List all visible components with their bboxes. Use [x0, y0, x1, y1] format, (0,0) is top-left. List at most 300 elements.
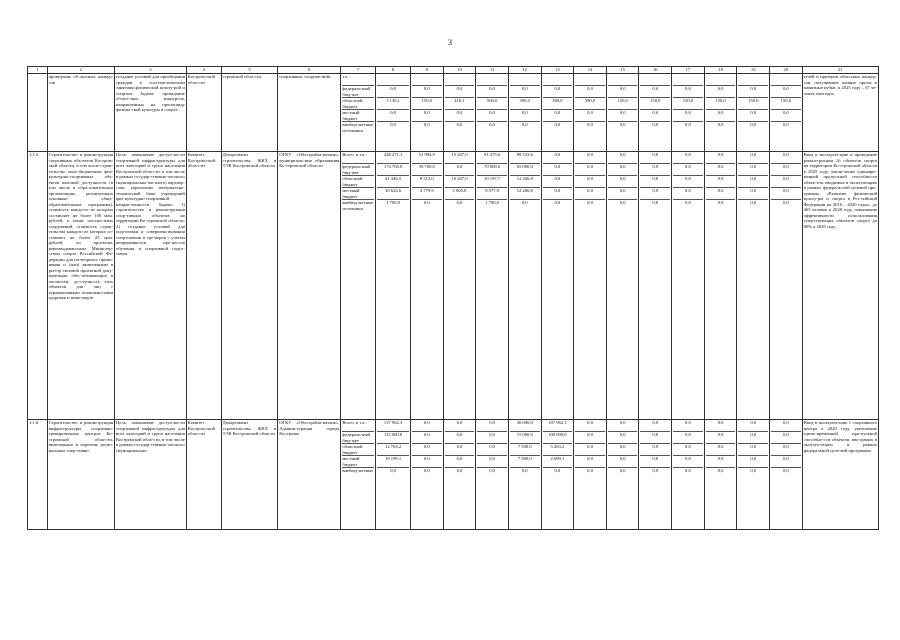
cell-year-values	[672, 74, 705, 152]
cell-year-values	[672, 420, 705, 530]
funding-value: 0,0	[771, 456, 801, 468]
funding-value: 0,0	[706, 110, 736, 122]
funding-value: 0,0	[738, 176, 768, 188]
funding-value: 0,0	[619, 200, 626, 205]
funding-value: 0,0	[673, 456, 703, 468]
funding-value: 0,0	[510, 110, 540, 122]
funding-value: 0,0	[477, 86, 507, 98]
cell-sources	[341, 152, 376, 420]
cell-year-values	[672, 152, 705, 420]
funding-value: 0,0	[608, 432, 638, 444]
funding-value: 0,0	[575, 110, 605, 122]
cell-result: Ввод в эксплуата-цию 1 спортивного центра к 2020 году, увеличение едино-временной про-пускной способно-сти объектов, вво-димых в эксплуа-тацию в рамках федеральной целе-вой программы	[802, 420, 878, 530]
funding-value: 0,0	[717, 122, 724, 127]
funding-value: 0,0	[738, 432, 768, 444]
funding-value: 0,0	[706, 86, 736, 98]
cell-year-values	[541, 74, 574, 152]
funding-value: 390,0	[510, 98, 540, 110]
cell-year-values	[704, 152, 737, 420]
funding-value: 0,0	[738, 110, 768, 122]
funding-value: 0,0	[608, 152, 638, 164]
funding-value: 0,0	[771, 110, 801, 122]
table-row	[28, 420, 879, 530]
funding-value: 0,0	[412, 444, 442, 456]
funding-value: 248 271,1	[377, 152, 409, 164]
funding-value: 0,0	[706, 432, 736, 444]
funding-value	[412, 74, 442, 86]
funding-value: 30 624,6	[377, 188, 409, 200]
funding-value: 0,0	[640, 164, 670, 176]
funding-value: 0,0	[619, 468, 626, 473]
cell-executor: Комитет Костром-ской обла-сти	[186, 152, 221, 420]
funding-source: внебюд-жетные источники	[342, 200, 374, 211]
funding-value: 0,0	[412, 420, 442, 432]
funding-value: 0,0	[575, 188, 605, 200]
funding-value: 0,0	[445, 432, 475, 444]
cell-year-values	[410, 74, 443, 152]
funding-value: 0,0	[587, 200, 593, 205]
funding-value: 65 000,0	[510, 164, 540, 176]
funding-value: 0,0	[445, 444, 475, 456]
funding-source: внебюд-жетные источники	[342, 122, 374, 133]
funding-value: 0,0	[706, 164, 736, 176]
funding-value	[706, 74, 736, 86]
cell-year-values	[476, 74, 509, 152]
funding-value	[608, 74, 638, 86]
cell-executor: Комитет Костром-ской обла-сти	[186, 420, 221, 530]
funding-value: 91 475,6	[477, 152, 507, 164]
funding-value: 0,0	[673, 432, 703, 444]
column-number: 6	[278, 67, 341, 74]
funding-value: 0,0	[640, 420, 670, 432]
funding-value: 0,0	[771, 86, 801, 98]
funding-value: 1 700,0	[485, 200, 499, 205]
cell-year-values	[541, 152, 574, 420]
cell-responsible: стромской обла-сти	[221, 74, 278, 152]
column-number-row	[28, 67, 879, 74]
cell-year-values	[541, 420, 574, 530]
column-number: 9	[410, 67, 443, 74]
funding-source: федераль-ный бюд-жет	[342, 86, 374, 98]
column-number: 18	[704, 67, 737, 74]
funding-value: 0,0	[575, 176, 605, 188]
funding-value: 150,0	[412, 98, 442, 110]
funding-value: 0,0	[575, 432, 605, 444]
funding-value: 0,0	[685, 122, 691, 127]
funding-value: 0,0	[640, 444, 670, 456]
cell-sources	[341, 420, 376, 530]
column-number: 19	[737, 67, 770, 74]
column-number: 4	[186, 67, 221, 74]
funding-source: Всего, в т.ч.:	[342, 152, 374, 164]
funding-value: 0,0	[673, 164, 703, 176]
funding-value: 15 000,0	[510, 432, 540, 444]
funding-value: 150,0	[608, 98, 638, 110]
funding-value: 0,0	[489, 122, 495, 127]
funding-value: 0,0	[640, 110, 670, 122]
funding-value	[673, 74, 703, 86]
funding-value: 0,0	[445, 86, 475, 98]
funding-value: 70 000,0	[477, 164, 507, 176]
funding-value: 0,0	[771, 420, 801, 432]
funding-value: 0,0	[640, 188, 670, 200]
funding-value: 0,0	[521, 200, 528, 205]
funding-value: 0,0	[750, 122, 757, 127]
funding-value	[445, 74, 475, 86]
column-number: 12	[508, 67, 541, 74]
funding-value: 0,0	[738, 164, 768, 176]
funding-value: 0,0	[543, 164, 573, 176]
cell-goal: Цель: повышение доступ-ности спортивной инфраструктуры для всех категорий и групп населения Костромской обла-сти, в том числе в рамках государ-ственно-частного (муниципально-	[115, 420, 187, 530]
funding-value: 0,0	[575, 86, 605, 98]
funding-value: 174 700,0	[377, 164, 409, 176]
cell-recipient: спортивных сооруже-ний»	[278, 74, 341, 152]
funding-value: 7 500,0	[510, 456, 540, 468]
funding-value: 0,0	[543, 86, 573, 98]
funding-value: 0,0	[771, 432, 801, 444]
funding-value: 0,0	[640, 86, 670, 98]
funding-value: 0,0	[717, 468, 724, 473]
funding-value: 0,0	[608, 188, 638, 200]
funding-value: 89 533,6	[510, 152, 540, 164]
cell-sources	[341, 74, 376, 152]
cell-num	[28, 74, 48, 152]
funding-value: 0,0	[445, 110, 475, 122]
cell-year-values	[443, 152, 476, 420]
funding-value	[738, 74, 768, 86]
cell-year-values	[737, 74, 770, 152]
funding-value: 0,0	[771, 444, 801, 456]
funding-value	[377, 74, 409, 86]
cell-year-values	[376, 420, 411, 530]
funding-value: 0,0	[652, 200, 659, 205]
funding-value	[477, 74, 507, 86]
funding-value: 0,0	[554, 122, 561, 127]
cell-responsible: Департамент строительства, ЖКХ и ТЭК Костромской области	[221, 420, 278, 530]
column-number: 1	[28, 67, 48, 74]
cell-result: Ввод в эксплуата-цию и проведение реконструкции 16 объектов спорта на территории Ко-стромской области к 2025 году, увели-чение единовре-менной пропускной способности объек-тов, вводимых в эксплуатацию в рамках федераль-ной целевой про-граммы «Развитие физической культу-ры и спорта в Рос-сийской Федерации на 2016 – 2020 годы», до 465 человек к 2020 году, повышение эффективности использования существующих объектов спорта до 80% к 2020 году	[802, 152, 878, 420]
funding-value: 0,0	[673, 420, 703, 432]
funding-value: 0,0	[608, 420, 638, 432]
cell-year-values	[443, 74, 476, 152]
funding-value: 0,0	[477, 432, 507, 444]
column-number: 10	[443, 67, 476, 74]
funding-value: 0,0	[543, 188, 573, 200]
funding-value	[575, 74, 605, 86]
cell-year-values	[410, 420, 443, 530]
cell-recipient: ОГКУ «Облстройза-казчик», муниципаль-ные образования Ко-стромской области	[278, 152, 341, 420]
funding-value: 0,0	[477, 110, 507, 122]
funding-value: 0,0	[423, 468, 430, 473]
cell-result: телей и призеров областных конкур-сов, получивших ценные призы и памятные кубки, к 2025 году – 67 че-ловек ежегодно	[802, 74, 878, 152]
funding-value: 0,0	[782, 468, 789, 473]
funding-value: 0,0	[456, 468, 463, 473]
cell-year-values	[508, 420, 541, 530]
funding-value: 0,0	[477, 456, 507, 468]
funding-source: областной бюджет	[342, 444, 374, 456]
funding-value: 0,0	[717, 200, 724, 205]
funding-value: 0,0	[412, 110, 442, 122]
funding-value: 100 000,0	[543, 432, 573, 444]
funding-value: 41 346,5	[377, 176, 409, 188]
funding-value: 115 000,0	[377, 432, 409, 444]
funding-value: 30 000,0	[510, 420, 540, 432]
funding-value: 0,0	[771, 164, 801, 176]
funding-value: 0,0	[771, 176, 801, 188]
cell-year-values	[376, 152, 411, 420]
funding-value: 0,0	[554, 468, 561, 473]
funding-value: 0,0	[640, 152, 670, 164]
funding-value	[543, 74, 573, 86]
table-row	[28, 74, 879, 152]
funding-value	[510, 74, 540, 86]
funding-value: 5 000,0	[445, 188, 475, 200]
cell-year-values	[606, 74, 639, 152]
cell-year-values	[606, 420, 639, 530]
funding-value: 0,0	[554, 200, 561, 205]
funding-value: 107 962,3	[543, 420, 573, 432]
funding-source: областной бюджет	[342, 176, 374, 188]
funding-value: 10 197,7	[477, 176, 507, 188]
funding-source: внебюд-жетные	[342, 468, 374, 473]
funding-value: 0,0	[390, 468, 396, 473]
cell-year-values	[639, 152, 672, 420]
cell-year-values	[639, 74, 672, 152]
funding-value: 0,0	[377, 86, 409, 98]
funding-source: федераль-ный бюд-жет	[342, 164, 374, 176]
funding-value: 0,0	[543, 110, 573, 122]
cell-name: проведение об-ластных конкур-сов	[47, 74, 114, 152]
funding-value: 500,0	[477, 98, 507, 110]
cell-year-values	[704, 420, 737, 530]
funding-value: 2 699,1	[543, 456, 573, 468]
funding-value: 0,0	[587, 122, 593, 127]
cell-year-values	[508, 152, 541, 420]
funding-value: 0,0	[619, 122, 626, 127]
cell-year-values	[476, 152, 509, 420]
funding-value: 51 994,9	[412, 152, 442, 164]
funding-value: 0,0	[738, 456, 768, 468]
funding-value: 0,0	[706, 456, 736, 468]
cell-executor: Костром-ской обла-сти	[186, 74, 221, 152]
funding-value: 0,0	[640, 432, 670, 444]
funding-value: 0,0	[608, 164, 638, 176]
funding-value: 0,0	[575, 456, 605, 468]
funding-value: 8 515,0	[412, 176, 442, 188]
column-number: 21	[802, 67, 878, 74]
cell-year-values	[508, 74, 541, 152]
funding-value: 0,0	[738, 444, 768, 456]
funding-value: 150,0	[706, 98, 736, 110]
funding-value: 0,0	[673, 110, 703, 122]
funding-value	[640, 74, 670, 86]
cell-year-values	[476, 420, 509, 530]
funding-value: 0,0	[673, 176, 703, 188]
column-number: 5	[221, 67, 278, 74]
funding-value: 137 962,3	[377, 420, 409, 432]
funding-value: 0,0	[706, 176, 736, 188]
funding-value: 1 700,0	[386, 200, 400, 205]
cell-year-values	[606, 152, 639, 420]
funding-value: 0,0	[706, 152, 736, 164]
funding-value: 0,0	[575, 164, 605, 176]
cell-name: Строительство и реконструкция спортивных объ-ектов Костром-ской области, в том числе строи-тельство мало-бюджетных физ-культурно-спортивных объ-ектов шаговой доступности (в том числе в обра-зовательных организациях, реализующих основные обще-образовательные программы), стоимость каждо-го из которых составляет не более 100 млн. рублей, а также плоскостных сооружений, стоимость строи-тельства каждого из которых со-ставляет не более 25 млн. рублей, по проектам, рекомендован-ным Министер-ством спорта Российской Фе-дерации для по-вторного приме-нения и (или) включенным в реестр типовой проектной доку-ментации, обес-печивающих, в частности, до-ступность этих объектов для лиц с ограниченными возможностями здоровья и инва-лидов	[47, 152, 114, 420]
funding-value: 0,0	[412, 86, 442, 98]
funding-value: 150,0	[738, 98, 768, 110]
cell-year-values	[704, 74, 737, 152]
cell-year-values	[574, 152, 607, 420]
funding-value: 0,0	[782, 122, 789, 127]
funding-value: 150,0	[771, 98, 801, 110]
column-number: 3	[115, 67, 187, 74]
funding-value: 0,0	[543, 152, 573, 164]
funding-value: 0,0	[608, 176, 638, 188]
funding-source: местный бюджет	[342, 110, 374, 122]
funding-value: 390,0	[543, 98, 573, 110]
funding-value: 0,0	[673, 444, 703, 456]
cell-goal: создание условий для приобщения граждан к система-тическим занятиям физической культу-рой и спортом Задача: проведение област-ных конкурсов, направленных на пропаганду физиче-ской культуры и спорта	[115, 74, 187, 152]
funding-value: 0,0	[521, 468, 528, 473]
funding-value: 0,0	[510, 86, 540, 98]
funding-value: 0,0	[390, 122, 396, 127]
column-number: 7	[341, 67, 376, 74]
cell-num: 1.1.6.	[28, 420, 48, 530]
funding-value: 0,0	[738, 420, 768, 432]
funding-value: 0,0	[575, 152, 605, 164]
cell-year-values	[443, 420, 476, 530]
funding-source: областной бюджет	[342, 98, 374, 110]
cell-year-values	[639, 420, 672, 530]
funding-value: 12 763,2	[377, 444, 409, 456]
funding-value: 0,0	[587, 468, 593, 473]
funding-value: 0,0	[489, 468, 495, 473]
column-number: 13	[541, 67, 574, 74]
cell-year-values	[376, 74, 411, 152]
cell-num: 1.1.5.	[28, 152, 48, 420]
cell-year-values	[574, 420, 607, 530]
funding-value: 0,0	[738, 188, 768, 200]
funding-value: 0,0	[412, 432, 442, 444]
funding-value: 0,0	[640, 176, 670, 188]
funding-value: 39 700,0	[412, 164, 442, 176]
funding-value: 0,0	[456, 122, 463, 127]
funding-value: 0,0	[782, 200, 789, 205]
column-number: 8	[376, 67, 411, 74]
funding-value: 0,0	[608, 86, 638, 98]
funding-value: 0,0	[575, 444, 605, 456]
funding-value: 0,0	[575, 420, 605, 432]
funding-value: 0,0	[608, 444, 638, 456]
funding-value: 0,0	[377, 110, 409, 122]
funding-value: 0,0	[738, 152, 768, 164]
funding-value: 0,0	[706, 420, 736, 432]
column-number: 2	[47, 67, 114, 74]
cell-year-values	[770, 420, 803, 530]
funding-value: 0,0	[445, 420, 475, 432]
funding-value: 0,0	[477, 444, 507, 456]
funding-value: 0,0	[771, 152, 801, 164]
cell-year-values	[770, 152, 803, 420]
cell-year-values	[770, 74, 803, 152]
funding-source: местный бюджет	[342, 456, 374, 468]
funding-value: 150,0	[640, 98, 670, 110]
funding-value: 416,1	[445, 98, 475, 110]
funding-value: 0,0	[640, 456, 670, 468]
funding-value: 5 263,2	[543, 444, 573, 456]
funding-value: 0,0	[412, 456, 442, 468]
funding-value: 10 267,0	[445, 176, 475, 188]
funding-value: 0,0	[477, 420, 507, 432]
funding-value: 0,0	[521, 122, 528, 127]
cell-goal: Цель: повышение доступ-ности спортивной инфраструктуры для всех категорий и групп населения Костромской обла-сти, в том числе в рамках государ-ственно-частного (муниципально-частного) партнер-ства, укрепление материально-технической базы учреждений физ-культурно-спортивной направ-ленности. Задачи: 1) строительство и реконструкция спор-тивных объектов на территории Ко-стромской области; 2) создание условий для подготовки и совершенствования спортсменов и тре-неров с учетом непрерывности про-цессов обучения и спортивной подго-товки	[115, 152, 187, 420]
funding-value: 0,0	[652, 122, 659, 127]
funding-value: 0,0	[445, 456, 475, 468]
funding-value: 12 266,8	[510, 188, 540, 200]
funding-value	[771, 74, 801, 86]
funding-source: т.ч.:	[342, 74, 374, 86]
funding-source: федераль-ный бюд-жет	[342, 432, 374, 444]
funding-value: 0,0	[608, 110, 638, 122]
funding-value: 0,0	[652, 468, 659, 473]
funding-value: 150,0	[673, 98, 703, 110]
column-number: 15	[606, 67, 639, 74]
column-number: 14	[574, 67, 607, 74]
funding-value: 0,0	[673, 188, 703, 200]
funding-value: 0,0	[750, 200, 757, 205]
column-number: 16	[639, 67, 672, 74]
cell-name: Строительство и реконструкция инфраструктуры спортивно-тренировочных центров Ко-стромской обла-сти, включенных в перечень регио-нальных спор-тивно-	[47, 420, 114, 530]
cell-year-values	[737, 420, 770, 530]
column-number: 11	[476, 67, 509, 74]
table-row	[28, 152, 879, 420]
column-number: 17	[672, 67, 705, 74]
funding-value: 0,0	[673, 86, 703, 98]
cell-year-values	[410, 152, 443, 420]
funding-value: 0,0	[608, 456, 638, 468]
page-number: 3	[448, 38, 452, 47]
funding-value: 10 199,1	[377, 456, 409, 468]
funding-value: 0,0	[771, 188, 801, 200]
funding-value: 0,0	[445, 164, 475, 176]
funding-value: 0,0	[706, 188, 736, 200]
cell-recipient: ОГКУ «Облстройза-казчик», Админи-страция города Костромы	[278, 420, 341, 530]
funding-value: 9 577,9	[477, 188, 507, 200]
cell-year-values	[737, 152, 770, 420]
funding-value: 15 267,0	[445, 152, 475, 164]
cell-year-values	[574, 74, 607, 152]
funding-value: 0,0	[543, 176, 573, 188]
column-number: 20	[770, 67, 803, 74]
funding-value: 7 500,0	[510, 444, 540, 456]
program-table	[27, 66, 879, 530]
cell-responsible: Департамент строительства, ЖКХ и ТЭК Костромской области	[221, 152, 278, 420]
funding-value: 0,0	[456, 200, 463, 205]
funding-value: 390,0	[575, 98, 605, 110]
funding-value: 0,0	[685, 468, 691, 473]
funding-value: 3 136,1	[377, 98, 409, 110]
funding-value: 0,0	[423, 200, 430, 205]
funding-value: 0,0	[738, 86, 768, 98]
funding-value: 12 266,8	[510, 176, 540, 188]
funding-value: 0,0	[423, 122, 430, 127]
funding-value: 0,0	[685, 200, 691, 205]
funding-value: 0,0	[706, 444, 736, 456]
funding-value: 0,0	[750, 468, 757, 473]
funding-value: 3 779,9	[412, 188, 442, 200]
funding-source: местный бюджет	[342, 188, 374, 200]
funding-source: Всего, в т.ч.:	[342, 420, 374, 432]
funding-value: 0,0	[673, 152, 703, 164]
